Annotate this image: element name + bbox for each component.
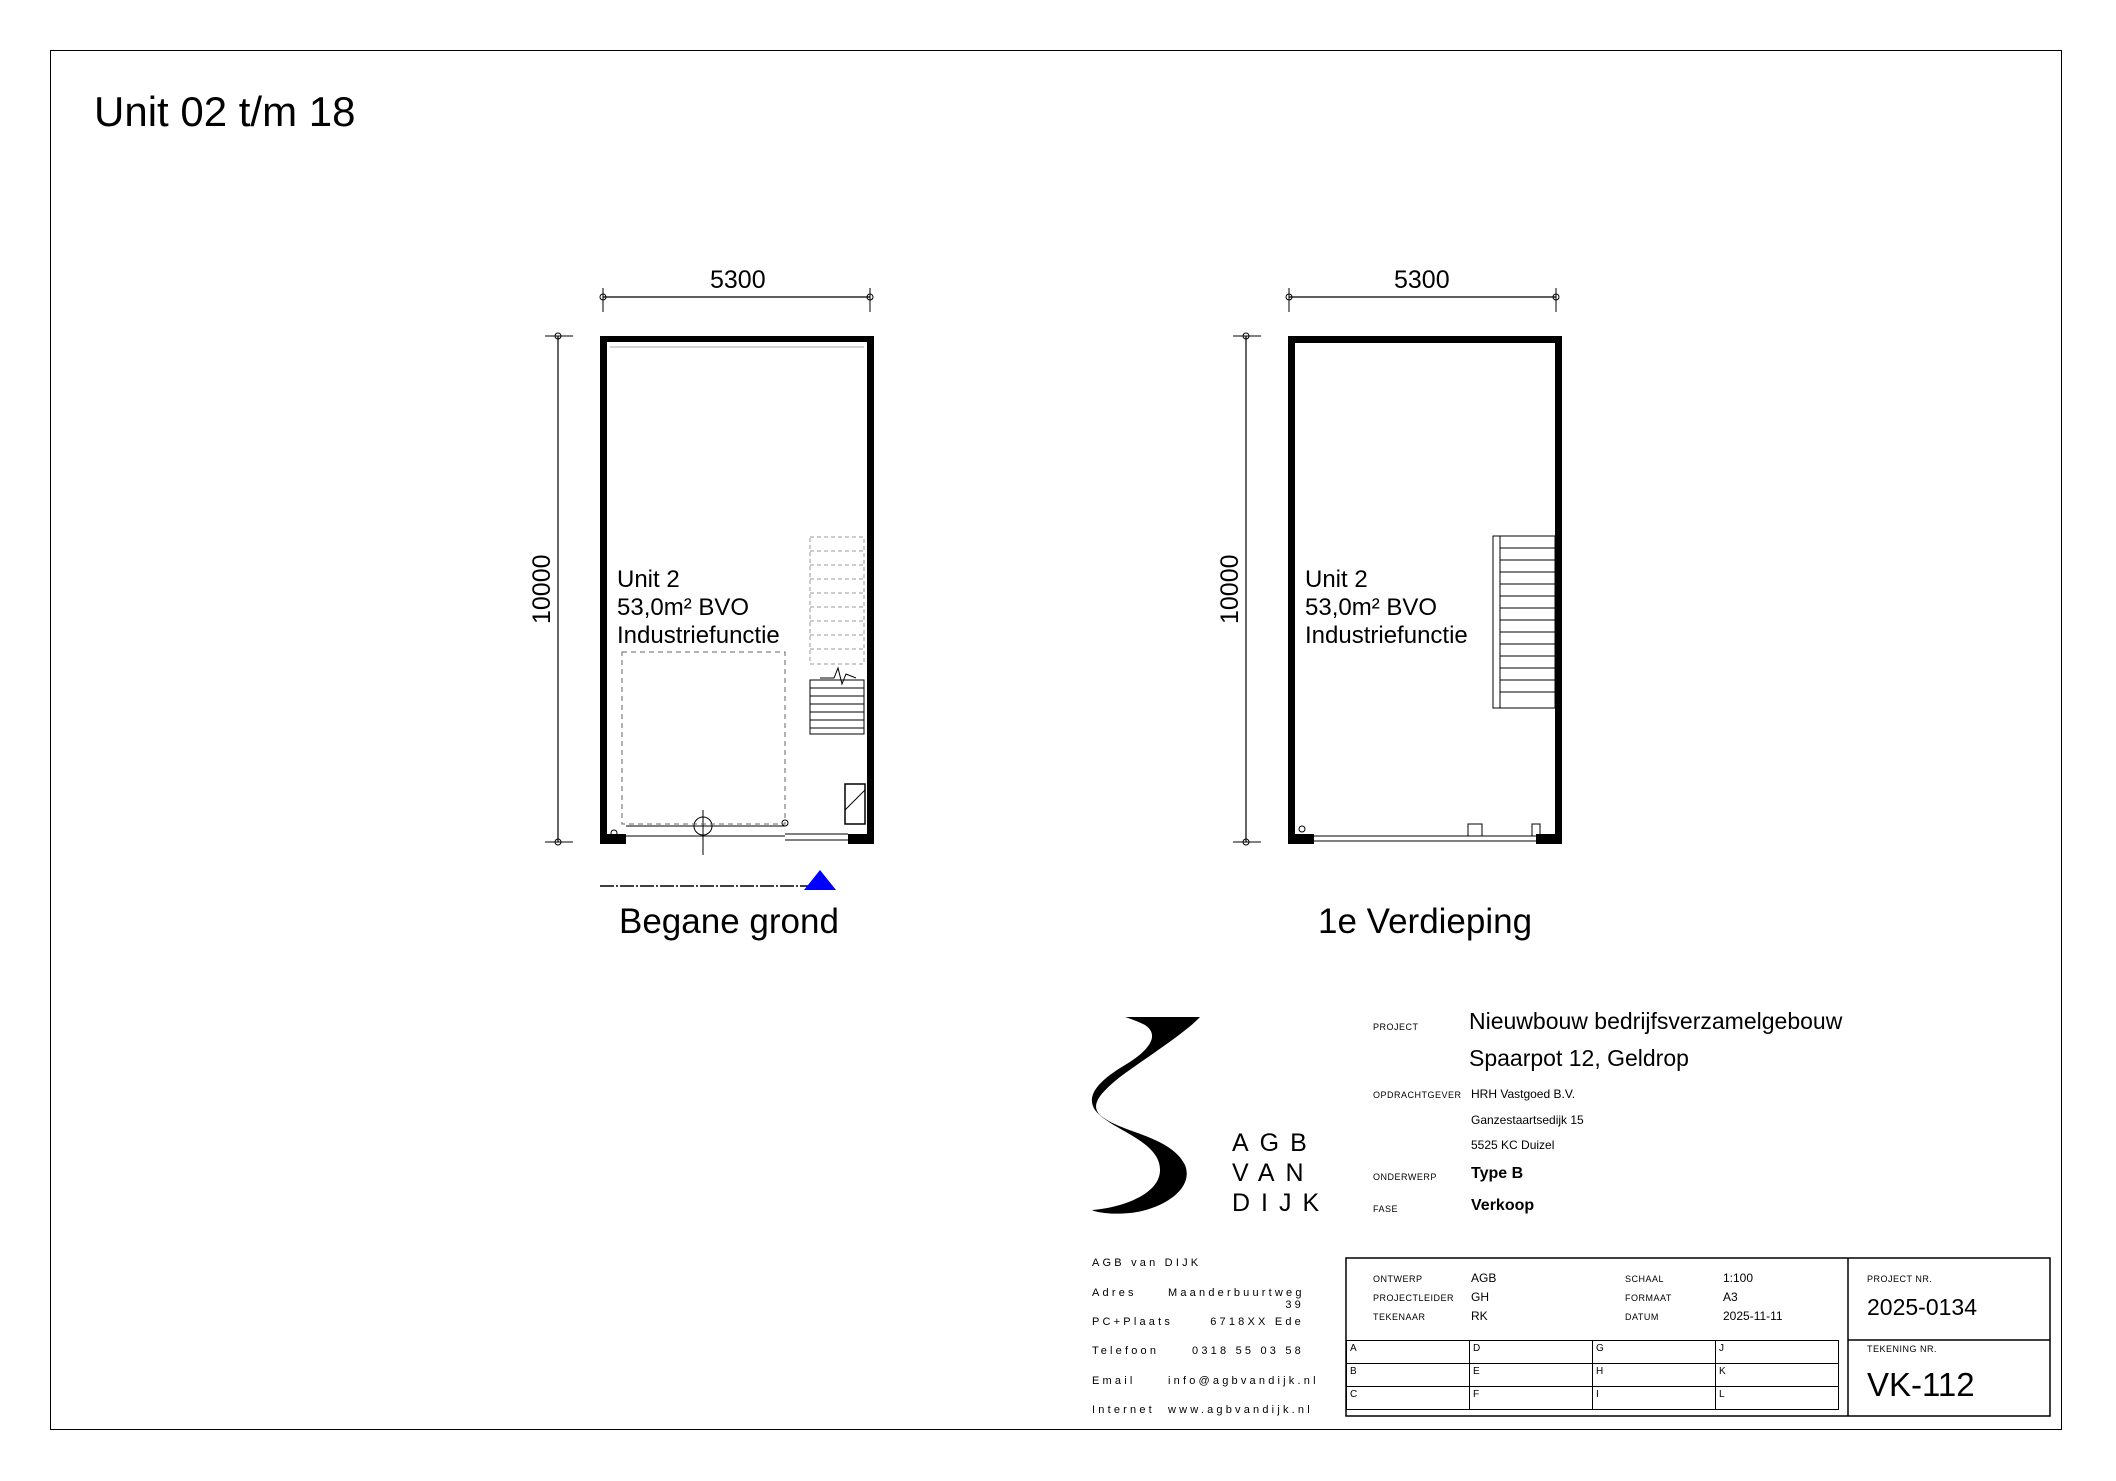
revision-cell: E: [1470, 1364, 1593, 1387]
project-line-1: Nieuwbouw bedrijfsverzamelgebouw: [1469, 1008, 1843, 1034]
company-value-internet[interactable]: www.agbvandijk.nl: [1168, 1404, 1313, 1416]
dim-width-verdieping: 5300: [1394, 266, 1450, 294]
datum-label: DATUM: [1625, 1312, 1659, 1322]
revision-cell: F: [1470, 1387, 1593, 1410]
client-label: OPDRACHTGEVER: [1373, 1090, 1462, 1100]
revision-cell: B: [1347, 1364, 1470, 1387]
project-line-2: Spaarpot 12, Geldrop: [1469, 1045, 1689, 1071]
revision-cell: L: [1716, 1387, 1839, 1410]
company-value-telefoon: 0318 55 03 58: [1192, 1345, 1304, 1357]
tekening-nr-value: VK-112: [1867, 1366, 1975, 1403]
revision-cell: H: [1593, 1364, 1716, 1387]
plan-label-begane-grond: Begane grond: [619, 902, 839, 941]
revision-cell: C: [1347, 1387, 1470, 1410]
company-label-telefoon: Telefoon: [1092, 1345, 1160, 1357]
logo-line-3: DIJK: [1232, 1189, 1331, 1217]
schaal-value: 1:100: [1723, 1271, 1754, 1285]
room-name: Unit 2: [617, 566, 680, 593]
revision-cell: K: [1716, 1364, 1839, 1387]
room-function: Industriefunctie: [1305, 622, 1468, 649]
projectleider-label: PROJECTLEIDER: [1373, 1293, 1455, 1303]
logo-line-2: VAN: [1232, 1159, 1315, 1187]
company-label-internet: Internet: [1092, 1404, 1155, 1416]
dim-width-begane-grond: 5300: [710, 266, 766, 294]
room-function: Industriefunctie: [617, 622, 780, 649]
revision-grid: [1346, 1340, 1839, 1410]
projectleider-value: GH: [1471, 1290, 1489, 1304]
logo-line-1: AGB: [1232, 1129, 1318, 1157]
subject-value: Type B: [1471, 1165, 1524, 1182]
revision-cell: D: [1470, 1341, 1593, 1364]
project-label: PROJECT: [1373, 1022, 1419, 1032]
sheet-title: Unit 02 t/m 18: [94, 88, 356, 135]
client-street: Ganzestaartsedijk 15: [1471, 1113, 1584, 1127]
ontwerp-value: AGB: [1471, 1271, 1497, 1285]
company-value-pcplaats: 6718XX Ede: [1210, 1316, 1304, 1328]
ontwerp-label: ONTWERP: [1373, 1274, 1423, 1284]
room-label-verdieping: [1305, 566, 1468, 650]
company-label-email: Email: [1092, 1375, 1136, 1387]
company-label-adres: Adres: [1092, 1287, 1137, 1299]
room-area: 53,0m² BVO: [617, 594, 750, 621]
dim-depth-begane-grond: 10000: [528, 554, 556, 624]
company-label-pcplaats: PC+Plaats: [1092, 1316, 1174, 1328]
company-value-adres: Maanderbuurtweg 39: [1168, 1287, 1305, 1311]
company-value-email[interactable]: info@agbvandijk.nl: [1168, 1375, 1319, 1387]
room-area: 53,0m² BVO: [1305, 594, 1438, 621]
tekening-nr-label: TEKENING NR.: [1867, 1344, 1938, 1354]
phase-label: FASE: [1373, 1204, 1399, 1214]
project-nr-value: 2025-0134: [1867, 1294, 1977, 1320]
datum-value: 2025-11-11: [1723, 1309, 1783, 1323]
north-arrow: [804, 870, 836, 890]
revision-cell: A: [1347, 1341, 1470, 1364]
tekenaar-label: TEKENAAR: [1373, 1312, 1426, 1322]
schaal-label: SCHAAL: [1625, 1274, 1665, 1284]
client-name: HRH Vastgoed B.V.: [1471, 1087, 1576, 1101]
project-nr-label: PROJECT NR.: [1867, 1274, 1933, 1284]
phase-value: Verkoop: [1471, 1197, 1535, 1214]
room-label-begane-grond: [617, 566, 780, 650]
formaat-label: FORMAAT: [1625, 1293, 1672, 1303]
subject-label: ONDERWERP: [1373, 1172, 1437, 1182]
revision-cell: J: [1716, 1341, 1839, 1364]
dim-depth-verdieping: 10000: [1216, 554, 1244, 624]
company-name: AGB van DIJK: [1092, 1257, 1202, 1269]
revision-cell: I: [1593, 1387, 1716, 1410]
client-city: 5525 KC Duizel: [1471, 1138, 1555, 1152]
formaat-value: A3: [1723, 1290, 1738, 1304]
room-name: Unit 2: [1305, 566, 1368, 593]
plan-label-verdieping: 1e Verdieping: [1318, 902, 1533, 941]
revision-cell: G: [1593, 1341, 1716, 1364]
tekenaar-value: RK: [1471, 1309, 1488, 1323]
